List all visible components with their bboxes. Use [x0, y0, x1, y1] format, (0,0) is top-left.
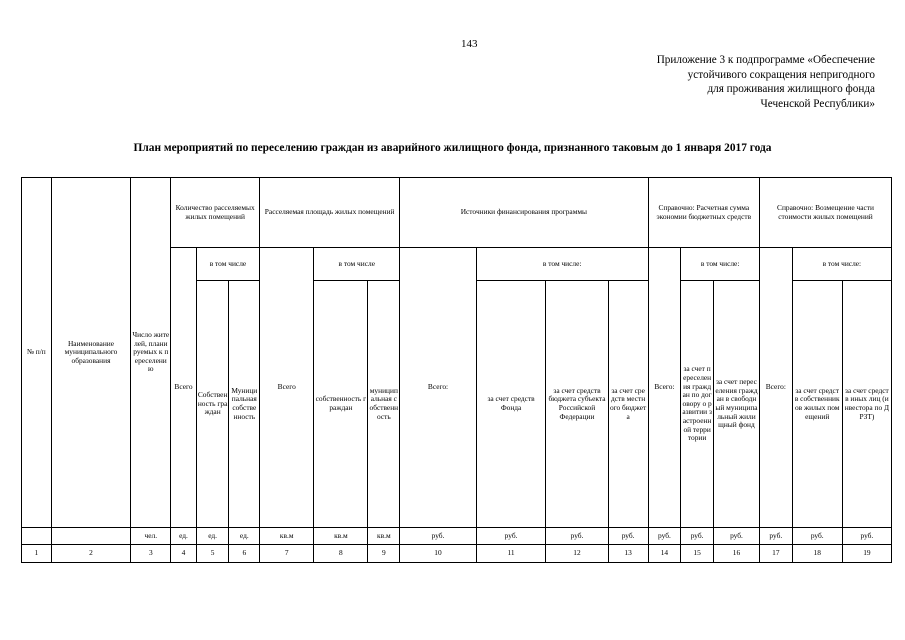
- economy-contract-header: за счет переселения граждан по договору о развитии застроенной территории: [681, 281, 714, 528]
- column-number-cell: 2: [51, 544, 131, 562]
- group-funding-sources-header: Источники финансирования программы: [400, 178, 648, 248]
- area-citizens-header: собственность граждан: [314, 281, 368, 528]
- units-cell: [51, 527, 131, 544]
- units-cell: руб.: [648, 527, 681, 544]
- units-cell: руб.: [713, 527, 759, 544]
- units-cell: руб.: [681, 527, 714, 544]
- units-cell: кв.м: [368, 527, 400, 544]
- funding-total-header: Всего:: [400, 248, 477, 528]
- column-number-cell: 12: [546, 544, 608, 562]
- document-title: План мероприятий по переселению граждан из аварийного жилищного фонда, признанного таковым до 1 января 2017 года: [133, 142, 772, 154]
- page-number: 143: [461, 38, 478, 50]
- units-cell: руб.: [608, 527, 648, 544]
- resettlement-plan-table: [21, 177, 892, 563]
- column-number-cell: 14: [648, 544, 681, 562]
- col-number-header: № п/п: [22, 178, 52, 528]
- col-residents-header: Число жителей, планируемых к переселению: [131, 178, 171, 528]
- rooms-citizens-header: Собственность граждан: [196, 281, 229, 528]
- refund-owners-header: за счет средств собственников жилых помещений: [792, 281, 842, 528]
- units-cell: руб.: [546, 527, 608, 544]
- units-cell: чел.: [131, 527, 171, 544]
- units-cell: ед.: [229, 527, 260, 544]
- economy-total-header: Всего:: [648, 248, 681, 528]
- group-area-header: Расселяемая площадь жилых помещений: [260, 178, 400, 248]
- refund-others-header: за счет средств иных лиц (инвестора по ДРЗТ): [842, 281, 891, 528]
- funding-subject-budget-header: за счет средств бюджета субъекта Российской Федерации: [546, 281, 608, 528]
- column-number-cell: 15: [681, 544, 714, 562]
- funding-fund-header: за счет средств Фонда: [476, 281, 546, 528]
- units-cell: руб.: [400, 527, 477, 544]
- area-total-header: Всего: [260, 248, 314, 528]
- funding-including-header: в том числе:: [476, 248, 648, 281]
- area-including-header: в том числе: [314, 248, 400, 281]
- column-number-cell: 4: [171, 544, 197, 562]
- units-cell: [22, 527, 52, 544]
- column-number-cell: 1: [22, 544, 52, 562]
- funding-local-budget-header: за счет средств местного бюджета: [608, 281, 648, 528]
- units-cell: ед.: [171, 527, 197, 544]
- refund-including-header: в том числе:: [792, 248, 891, 281]
- column-number-cell: 18: [792, 544, 842, 562]
- column-number-cell: 13: [608, 544, 648, 562]
- column-number-cell: 16: [713, 544, 759, 562]
- column-number-cell: 17: [759, 544, 792, 562]
- column-number-cell: 6: [229, 544, 260, 562]
- economy-free-fund-header: за счет переселения граждан в свободный муниципальный жилищный фонд: [713, 281, 759, 528]
- economy-including-header: в том числе:: [681, 248, 760, 281]
- column-number-cell: 11: [476, 544, 546, 562]
- units-cell: руб.: [842, 527, 891, 544]
- rooms-total-header: Всего: [171, 248, 197, 528]
- units-cell: ед.: [196, 527, 229, 544]
- column-number-cell: 9: [368, 544, 400, 562]
- units-cell: руб.: [476, 527, 546, 544]
- appendix-line: устойчивого сокращения непригодного: [687, 68, 875, 81]
- column-number-cell: 8: [314, 544, 368, 562]
- group-rooms-count-header: Количество расселяемых жилых помещений: [171, 178, 260, 248]
- units-cell: кв.м: [314, 527, 368, 544]
- column-number-cell: 5: [196, 544, 229, 562]
- appendix-line: Приложение 3 к подпрограмме «Обеспечение: [656, 54, 875, 66]
- rooms-including-header: в том числе: [196, 248, 259, 281]
- units-cell: руб.: [792, 527, 842, 544]
- column-number-cell: 10: [400, 544, 477, 562]
- area-municipal-header: муниципальная собственность: [368, 281, 400, 528]
- group-economy-header: Справочно: Расчетная сумма экономии бюджетных средств: [648, 178, 759, 248]
- column-number-cell: 3: [131, 544, 171, 562]
- rooms-municipal-header: Муниципальная собственность: [229, 281, 260, 528]
- col-municipality-header: Наименование муниципального образования: [51, 178, 131, 528]
- appendix-line: Чеченской Республики»: [760, 97, 875, 110]
- column-number-cell: 7: [260, 544, 314, 562]
- units-cell: руб.: [759, 527, 792, 544]
- units-cell: кв.м: [260, 527, 314, 544]
- appendix-note: [575, 53, 875, 111]
- appendix-line: для проживания жилищного фонда: [707, 83, 875, 95]
- column-number-cell: 19: [842, 544, 891, 562]
- group-refund-header: Справочно: Возмещение части стоимости жилых помещений: [759, 178, 891, 248]
- refund-total-header: Всего:: [759, 248, 792, 528]
